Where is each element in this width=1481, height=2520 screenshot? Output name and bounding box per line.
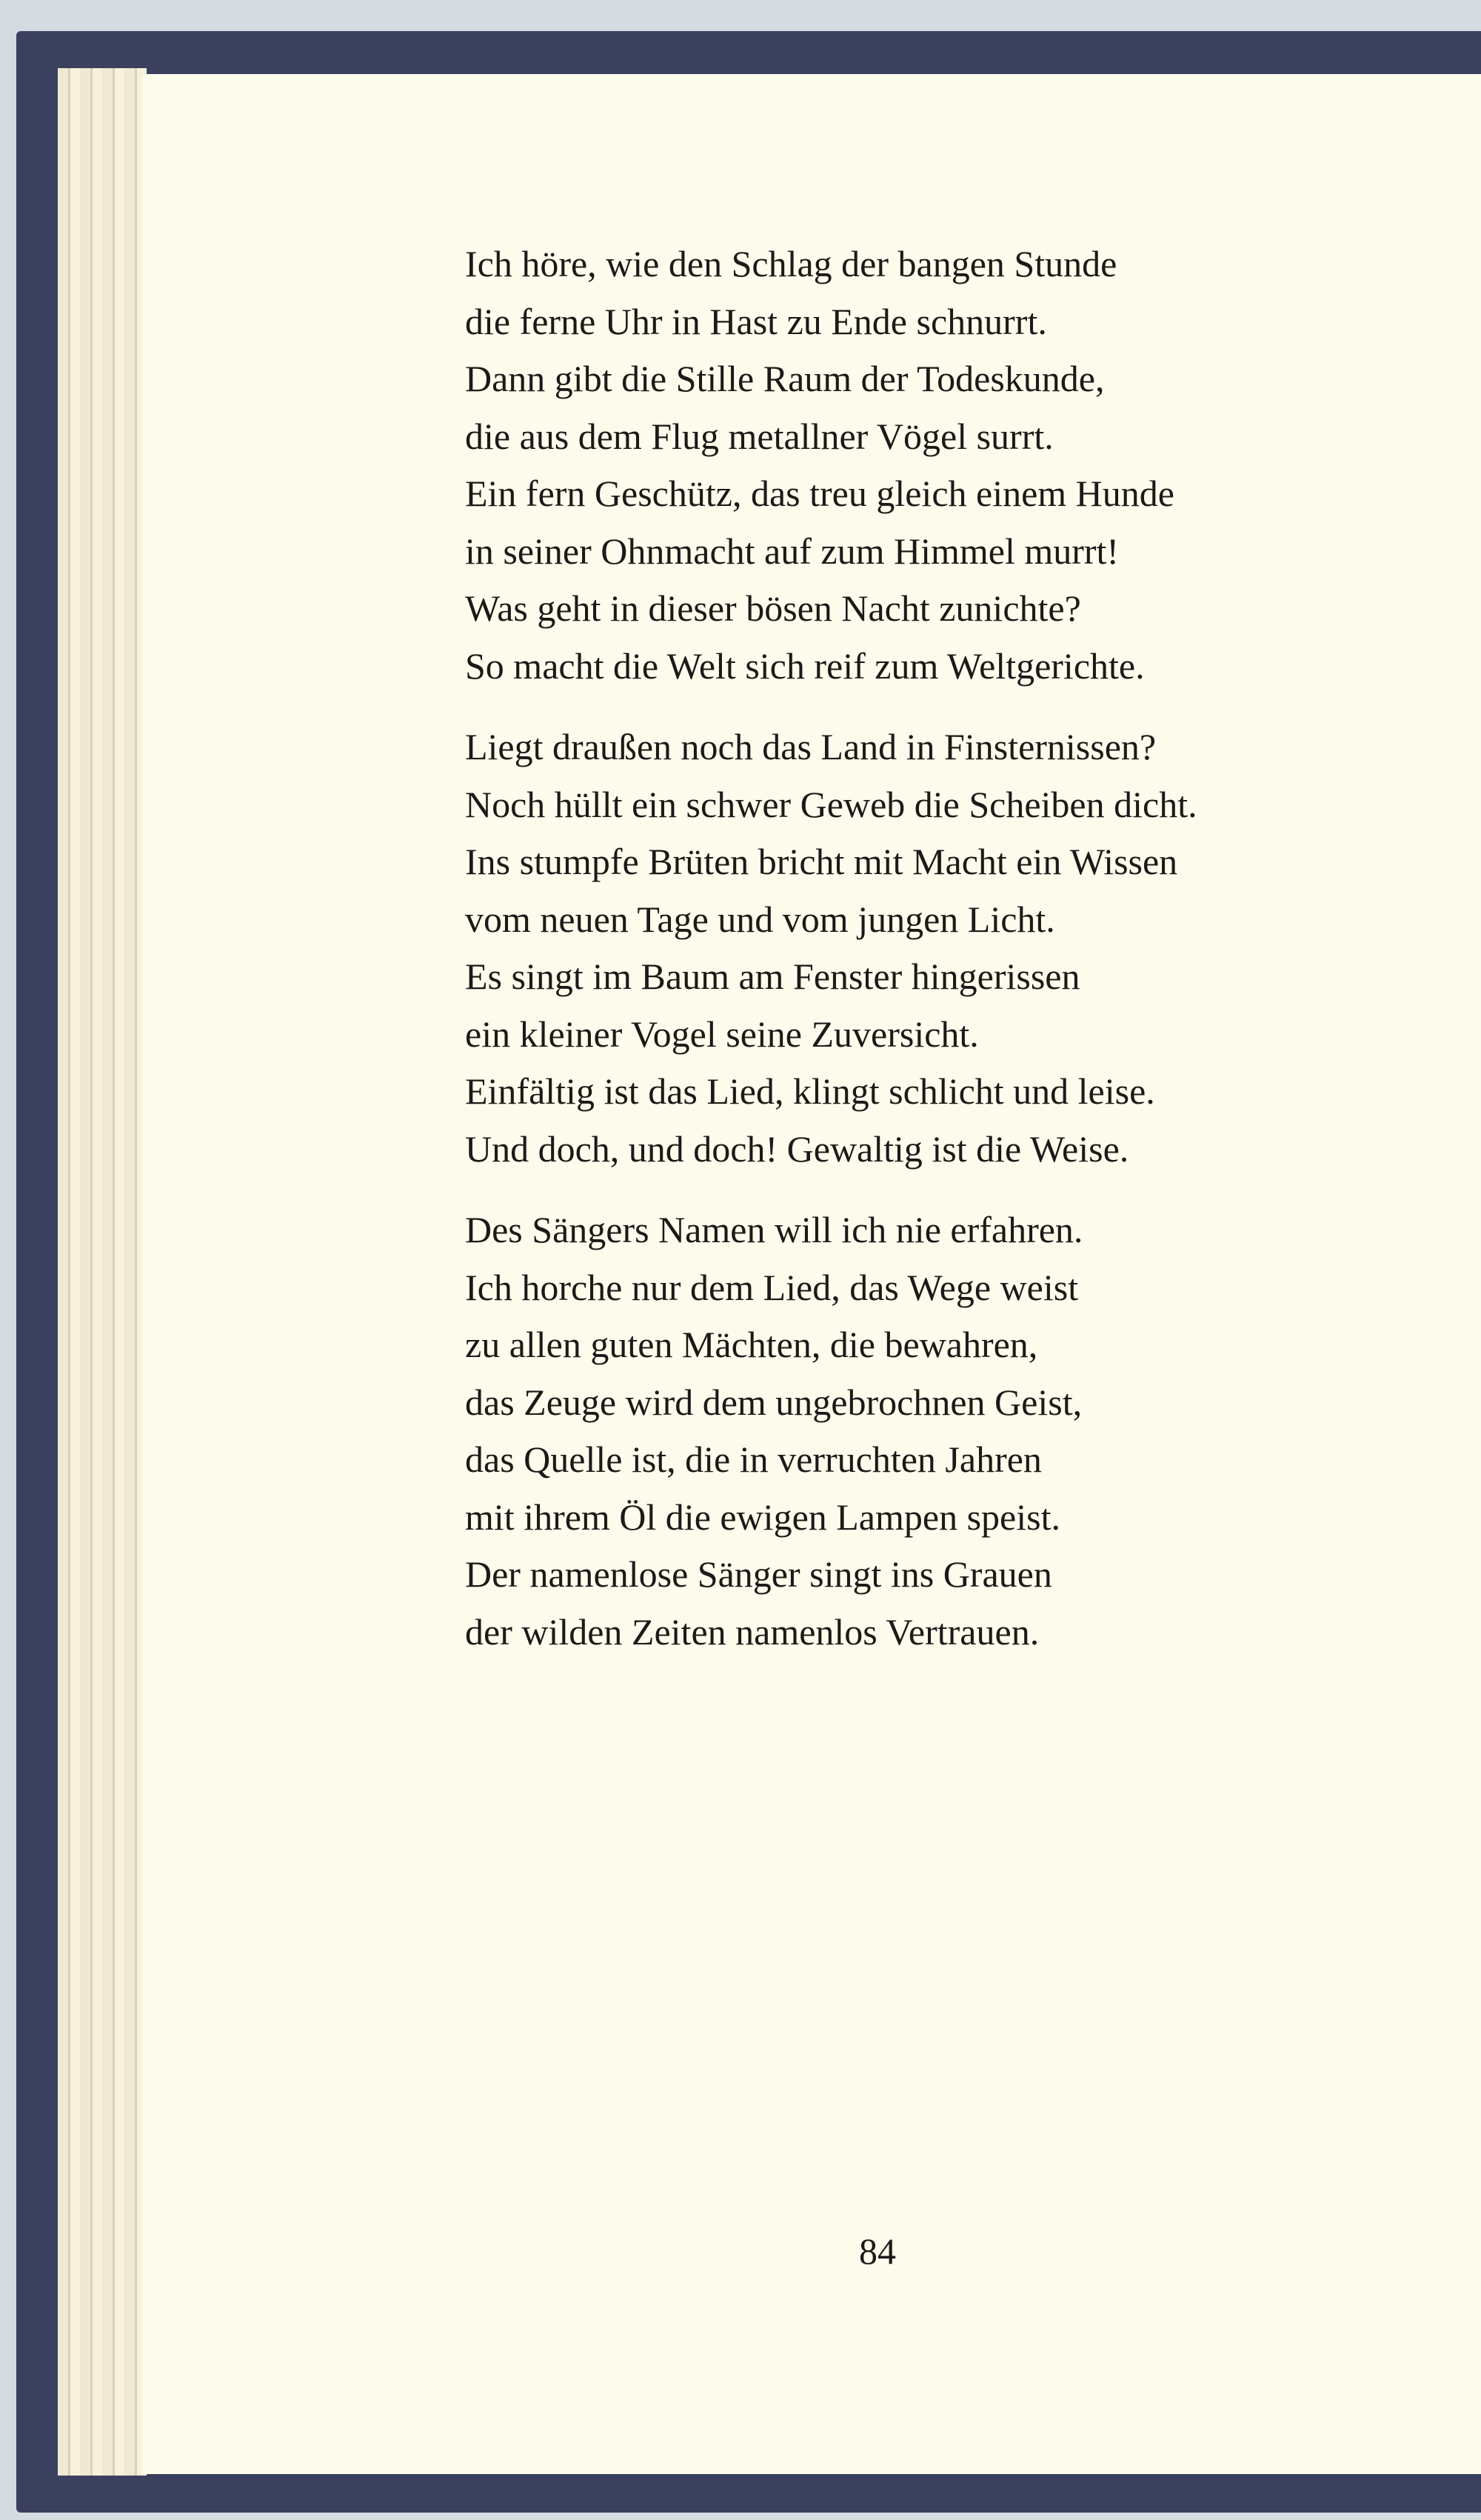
poem-line: das Quelle ist, die in verruchten Jahren [465,1439,1042,1480]
stanza-3 [465,1201,1197,1661]
poem-line: Der namenlose Sänger singt ins Grauen [465,1553,1052,1595]
poem-line: Liegt draußen noch das Land in Finsternissen? [465,726,1157,767]
poem-line: vom neuen Tage und vom jungen Licht. [465,898,1055,940]
poem-line: Des Sängers Namen will ich nie erfahren. [465,1209,1083,1250]
poem-line: Ich höre, wie den Schlag der bangen Stunde [465,243,1117,284]
poem [465,236,1197,1684]
poem-line: die ferne Uhr in Hast zu Ende schnurrt. [465,300,1047,342]
poem-line: So macht die Welt sich reif zum Weltgerichte. [465,644,1145,687]
poem-line: zu allen guten Mächten, die bewahren, [465,1324,1038,1365]
page-edges [58,68,147,2476]
poem-line: in seiner Ohnmacht auf zum Himmel murrt! [465,530,1120,572]
stanza-1 [465,236,1197,695]
poem-line: ein kleiner Vogel seine Zuversicht. [465,1013,979,1055]
poem-line: Dann gibt die Stille Raum der Todeskunde, [465,358,1105,399]
poem-line: Und doch, und doch! Gewaltig ist die Weise. [465,1127,1129,1170]
page-number: 84 [859,2230,896,2272]
stanza-2 [465,719,1197,1178]
poem-line: Es singt im Baum am Fenster hingerissen [465,956,1080,997]
poem-line: das Zeuge wird dem ungebrochnen Geist, [465,1381,1083,1423]
poem-line: Ein fern Geschütz, das treu gleich einem Hunde [465,473,1174,514]
poem-line: der wilden Zeiten namenlos Vertrauen. [465,1610,1040,1653]
poem-line: mit ihrem Öl die ewigen Lampen speist. [465,1496,1060,1538]
poem-line: die aus dem Flug metallner Vögel surrt. [465,415,1054,457]
poem-line: Ich horche nur dem Lied, das Wege weist [465,1266,1079,1308]
poem-line: Ins stumpfe Brüten bricht mit Macht ein Wissen [465,841,1178,882]
poem-line: Einfältig ist das Lied, klingt schlicht und leise. [465,1070,1155,1112]
poem-line: Noch hüllt ein schwer Geweb die Scheiben dicht. [465,783,1197,825]
poem-line: Was geht in dieser bösen Nacht zunichte? [465,587,1081,629]
